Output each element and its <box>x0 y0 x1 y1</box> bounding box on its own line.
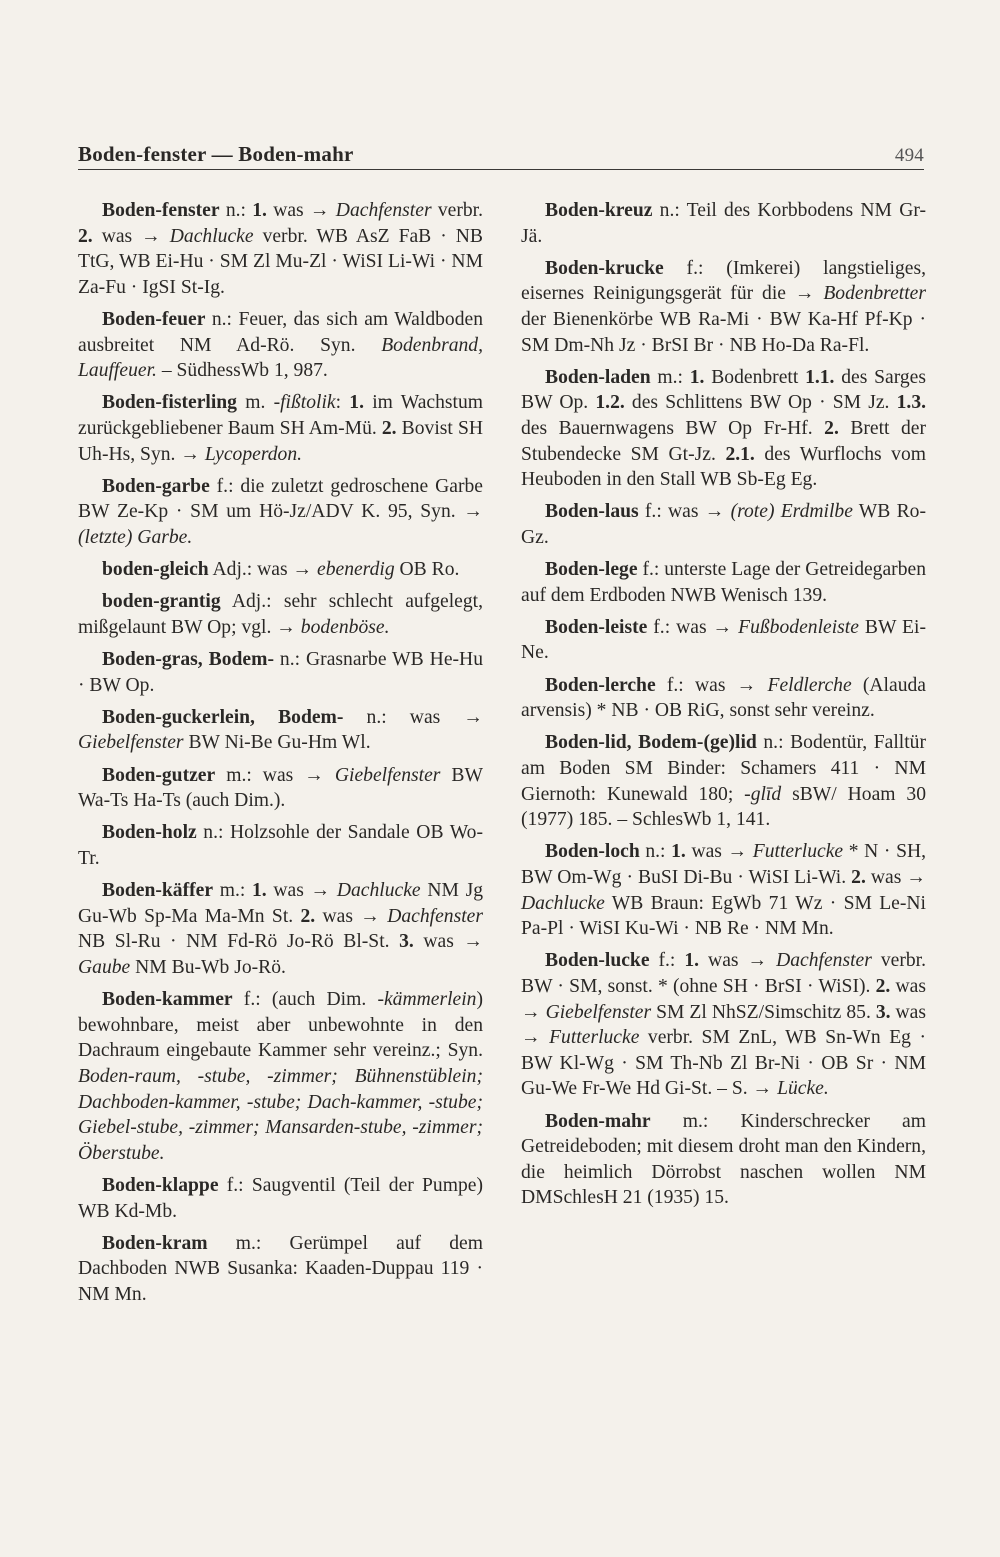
cross-reference: Lycoperdon. <box>204 443 303 465</box>
sense-number: 2. <box>875 975 891 997</box>
entry-text: was → <box>699 950 777 972</box>
entry-headword: Boden-kram <box>102 1232 208 1254</box>
entry-text: WB Braun: EgWb 71 Wz · SM Le-Ni Pa-Pl · WiSI Ku-Wi · NB Re · NM Mn. <box>521 892 926 940</box>
dictionary-entry <box>521 615 926 666</box>
cross-reference: Bodenbretter <box>823 283 926 305</box>
entry-text: was → <box>315 905 388 927</box>
entry-headword: Boden-kammer <box>102 989 233 1011</box>
entry-headword: boden-gleich <box>102 559 209 581</box>
right-column <box>521 198 926 1218</box>
dictionary-entry <box>521 730 926 832</box>
dictionary-entry <box>78 705 483 756</box>
entry-headword: Boden-leiste <box>545 616 648 638</box>
entry-text: n.: Bodentür, Falltür am Boden SM Binder: Schamers 411 · NM Giernoth: Kunewald 180; <box>521 732 926 805</box>
entry-text: verbr. <box>431 200 484 221</box>
entry-text: OB Ro. <box>394 559 460 581</box>
entry-headword: Boden-fenster <box>102 200 220 221</box>
entry-text: Brett der Stubendecke SM Gt-Jz. <box>521 417 926 465</box>
cross-reference: (letzte) Garbe. <box>78 526 193 548</box>
running-head <box>78 142 924 167</box>
entry-text: m. <box>236 392 274 414</box>
cross-reference: Futterlucke <box>549 1027 640 1049</box>
entry-text: Adj.: sehr schlecht aufgelegt, mißgelaunt BW Op; vgl. → <box>78 591 483 638</box>
entry-text: m.: <box>213 880 252 902</box>
entry-text: : <box>335 392 350 414</box>
entry-headword: Boden-gras, Bodem- <box>102 649 274 671</box>
entry-headword: Boden-krucke <box>545 257 664 279</box>
entry-text: des Schlittens BW Op · SM Jz. <box>624 392 897 414</box>
entry-text: f.: was → <box>647 616 739 638</box>
cross-reference: bodenböse. <box>300 616 390 638</box>
entry-text: was → <box>521 975 926 1023</box>
cross-reference: Dachfenster <box>776 950 872 972</box>
entry-text: was → <box>266 880 337 902</box>
entry-headword: Boden-klappe <box>102 1174 219 1196</box>
cross-reference: Boden-raum, -stube, -zimmer; Bühnenstüblein; Dachboden-kammer, -stube; Dach-kammer, -stube; Giebel-stube, -zimmer; Mansarden-stube, -zimmer; Öberstube. <box>78 1065 483 1164</box>
entry-headword: Boden-kreuz <box>545 200 653 221</box>
sense-number: 2. <box>851 867 866 888</box>
entry-text: – SüdhessWb 1, 987. <box>156 360 328 382</box>
sense-number: 2. <box>300 905 316 927</box>
dictionary-entry <box>521 557 926 608</box>
entry-text: was → <box>92 225 170 247</box>
entry-text: Bovist SH Uh-Hs, Syn. → <box>78 417 483 465</box>
entry-text: BW Ei-Ne. <box>521 616 926 664</box>
cross-reference: -glīd <box>744 783 782 805</box>
cross-reference: Giebelfenster <box>545 1001 652 1023</box>
entry-text: n.: Feuer, das sich am Waldboden ausbreitet NM Ad-Rö. Syn. <box>78 308 483 356</box>
entry-text: f.: <box>649 950 685 972</box>
entry-headword: Boden-holz <box>102 822 197 844</box>
entry-text: n.: Holzsohle der Sandale OB Wo-Tr. <box>78 822 483 869</box>
dictionary-entry <box>521 948 926 1102</box>
entry-text: was → <box>266 200 336 221</box>
entry-text: n.: Teil des Korbbodens NM Gr-Jä. <box>521 200 926 247</box>
sense-number: 2. <box>78 225 93 247</box>
cross-reference: Fußbodenleiste <box>738 616 859 638</box>
header-rule <box>78 169 924 170</box>
cross-reference: ebenerdig <box>317 559 395 581</box>
entry-headword: Boden-laden <box>545 366 651 388</box>
dictionary-entry <box>78 198 483 300</box>
sense-number: 1. <box>684 950 700 972</box>
entry-text: was → <box>521 1001 926 1049</box>
cross-reference: -kämmerlein <box>377 989 477 1011</box>
cross-reference: Feldlerche <box>767 674 852 696</box>
entry-text: f.: Saugventil (Teil der Pumpe) WB Kd-Mb. <box>78 1174 483 1222</box>
dictionary-entry <box>78 307 483 384</box>
sense-number: 2. <box>824 417 839 439</box>
entry-text: f.: (Imkerei) langstieliges, eisernes Reinigungsgerät für die → <box>521 257 926 305</box>
dictionary-entry <box>78 557 483 583</box>
dictionary-entry <box>78 390 483 467</box>
sense-number: 1.2. <box>595 392 625 414</box>
entry-text: f.: unterste Lage der Getreidegarben auf dem Erdboden NWB Wenisch 139. <box>521 559 926 606</box>
entry-headword: Boden-lege <box>545 559 638 581</box>
entry-headword: Boden-mahr <box>545 1110 651 1132</box>
entry-text: n.: was → <box>343 706 483 728</box>
cross-reference: Giebelfenster <box>334 764 441 786</box>
entry-headword: Boden-guckerlein, Bodem- <box>102 706 344 728</box>
entry-text: Bodenbrett <box>704 366 806 388</box>
sense-number: 1. <box>671 841 686 863</box>
entry-text: m.: <box>650 366 690 388</box>
dictionary-entry <box>521 365 926 493</box>
entry-text: was → <box>685 841 753 863</box>
running-head-title: Boden-fenster — Boden-mahr <box>78 142 354 166</box>
entry-text: NB Sl-Ru · NM Fd-Rö Jo-Rö Bl-St. <box>78 931 400 953</box>
cross-reference: Bodenbrand, Lauffeuer. <box>78 334 483 382</box>
dictionary-entry <box>78 474 483 551</box>
dictionary-entry <box>521 198 926 249</box>
sense-number: 3. <box>399 931 414 953</box>
entry-text: BW Wa-Ts Ha-Ts (auch Dim.). <box>78 764 483 812</box>
entry-text: des Wurflochs vom Heuboden in den Stall WB Sb-Eg Eg. <box>521 443 926 491</box>
sense-number: 2. <box>381 417 397 439</box>
cross-reference: Dachlucke <box>521 892 605 914</box>
entry-text: Adj.: was → <box>208 559 317 581</box>
entry-headword: Boden-lerche <box>545 674 656 696</box>
entry-text: BW Ni-Be Gu-Hm Wl. <box>183 732 371 754</box>
cross-reference: Dachfenster <box>335 200 432 221</box>
entry-text: ) bewohnbare, meist aber unbewohnte in den Dachraum eingebaute Kammer sehr vereinz.; Syn. <box>78 989 483 1062</box>
entry-headword: Boden-lid, Bodem-(ge)lid <box>545 732 757 754</box>
entry-text: des Bauernwagens BW Op Fr-Hf. <box>521 417 825 439</box>
dictionary-entry <box>521 499 926 550</box>
entry-text: was → <box>865 867 926 888</box>
entry-headword: Boden-fisterling <box>102 392 237 414</box>
cross-reference: Dachlucke <box>336 880 421 902</box>
entry-text: im Wachstum zurückgebliebener Baum SH Am-Mü. <box>78 392 483 439</box>
entry-text: verbr. SM ZnL, WB Sn-Wn Eg · BW Kl-Wg · SM Th-Nb Zl Br-Ni · OB Sr · NM Gu-We Fr-We Hd Gi-St. – S. → <box>521 1027 926 1100</box>
cross-reference: Giebelfenster <box>78 732 184 754</box>
dictionary-entry <box>78 987 483 1166</box>
entry-headword: Boden-loch <box>545 841 640 863</box>
entry-headword: Boden-gutzer <box>102 764 216 786</box>
entry-text: was → <box>413 931 483 953</box>
entry-headword: Boden-lucke <box>545 950 650 972</box>
sense-number: 1.3. <box>896 392 927 414</box>
cross-reference: Dachfenster <box>387 905 483 927</box>
entry-text: NM Jg Gu-Wb Sp-Ma Ma-Mn St. <box>78 880 483 927</box>
cross-reference: Lücke. <box>777 1078 829 1100</box>
dictionary-entry <box>78 763 483 814</box>
entry-text: SM Zl NhSZ/Simschitz 85. <box>651 1001 876 1023</box>
entry-text: verbr. WB AsZ FaB · NB TtG, WB Ei-Hu · SM Zl Mu-Zl · WiSI Li-Wi · NM Za-Fu · IgSI St-Ig. <box>78 225 484 298</box>
sense-number: 2.1. <box>725 443 755 465</box>
entry-text: (Alauda arvensis) * NB · OB RiG, sonst sehr vereinz. <box>521 674 926 722</box>
dictionary-entry <box>521 256 926 358</box>
sense-number: 1. <box>349 392 364 414</box>
entry-text: f.: die zuletzt gedroschene Garbe BW Ze-Kp · SM um Hö-Jz/ADV K. 95, Syn. → <box>78 475 483 523</box>
dictionary-entry <box>78 1173 483 1224</box>
entry-headword: Boden-garbe <box>102 475 210 497</box>
entry-text: n.: <box>639 841 672 863</box>
dictionary-entry <box>78 647 483 698</box>
sense-number: 1.1. <box>805 366 835 388</box>
cross-reference: -fißtolik <box>273 392 336 414</box>
entry-headword: Boden-käffer <box>102 880 214 902</box>
cross-reference: Futterlucke <box>752 841 844 863</box>
left-column <box>78 198 483 1314</box>
page-number: 494 <box>894 145 924 166</box>
entry-text: verbr. BW · SM, sonst. * (ohne SH · BrSI · WiSI). <box>521 950 926 997</box>
entry-text: WB Ro-Gz. <box>521 501 926 548</box>
entry-text: n.: Grasnarbe WB He-Hu · BW Op. <box>78 649 483 696</box>
entry-headword: Boden-laus <box>545 501 639 523</box>
dictionary-entry <box>78 1231 483 1308</box>
cross-reference: Gaube <box>78 956 131 978</box>
cross-reference: Dachlucke <box>169 225 254 247</box>
dictionary-entry <box>78 820 483 871</box>
sense-number: 1. <box>689 366 705 388</box>
entry-text: m.: Gerümpel auf dem Dachboden NWB Susanka: Kaaden-Duppau 119 · NM Mn. <box>78 1232 483 1305</box>
entry-text: m.: was → <box>215 764 335 786</box>
dictionary-entry <box>78 589 483 640</box>
sense-number: 3. <box>875 1001 891 1023</box>
entry-text: n.: <box>219 200 253 221</box>
dictionary-entry <box>521 673 926 724</box>
entry-text: f.: was → <box>638 501 731 523</box>
entry-headword: Boden-feuer <box>102 308 206 330</box>
entry-headword: boden-grantig <box>102 591 221 613</box>
entry-text: * N · SH, BW Om-Wg · BuSI Di-Bu · WiSI Li-Wi. <box>521 841 927 888</box>
sense-number: 1. <box>252 880 267 902</box>
entry-text: m.: Kinderschrecker am Getreideboden; mit diesem droht man den Kindern, die heimlich Dörrobst naschen wollen NM DMSchlesH 21 (1935) 15. <box>521 1110 926 1209</box>
entry-text: f.: was → <box>655 674 768 696</box>
dictionary-entry <box>521 839 926 941</box>
entry-text: f.: (auch Dim. <box>232 989 378 1011</box>
cross-reference: (rote) Erdmilbe <box>730 501 853 523</box>
entry-text: NM Bu-Wb Jo-Rö. <box>130 956 286 978</box>
entry-text: des Sarges BW Op. <box>521 366 926 414</box>
dictionary-entry <box>521 1109 926 1211</box>
entry-text: der Bienenkörbe WB Ra-Mi · BW Ka-Hf Pf-Kp · SM Dm-Nh Jz · BrSI Br · NB Ho-Da Ra-Fl. <box>521 308 926 356</box>
sense-number: 1. <box>252 200 267 221</box>
entry-text: sBW/ Hoam 30 (1977) 185. – SchlesWb 1, 141. <box>521 783 926 831</box>
dictionary-entry <box>78 878 483 980</box>
